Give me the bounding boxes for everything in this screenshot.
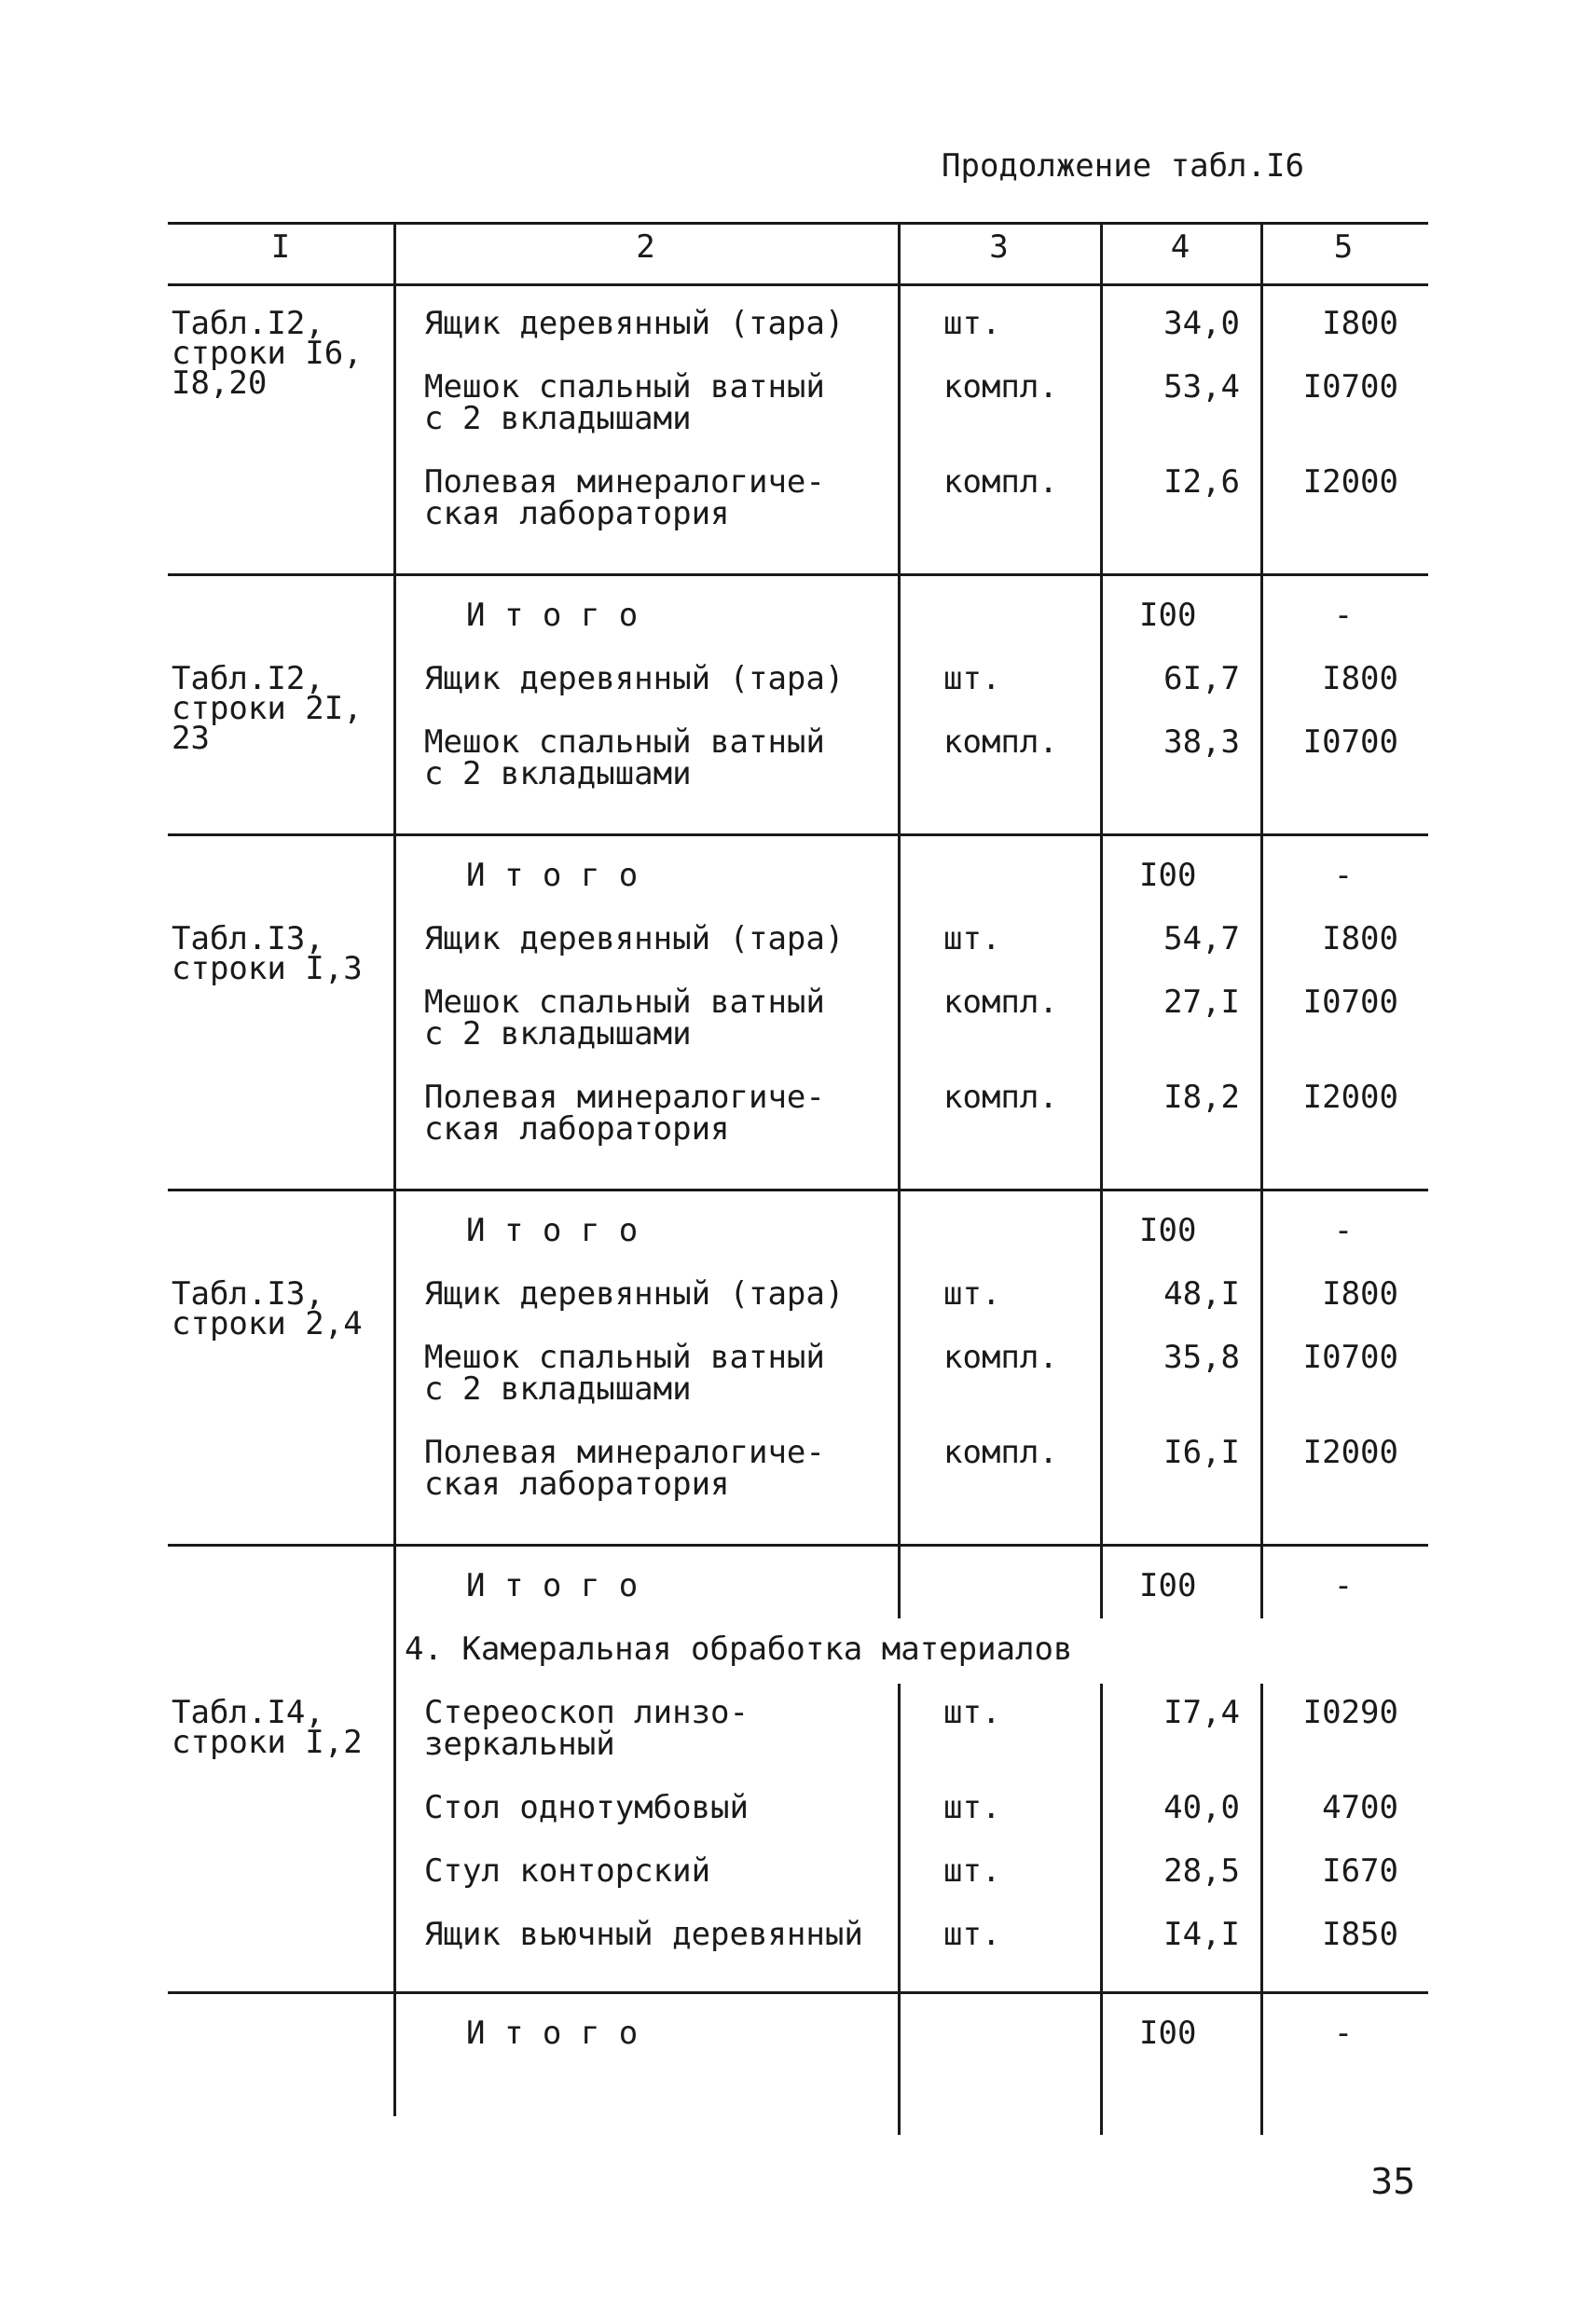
item-name: с 2 вкладышами — [424, 1015, 692, 1053]
reference-line: строки I6, — [172, 335, 363, 372]
item-unit: компл. — [943, 1339, 1058, 1376]
total-label: И т о г о — [466, 597, 639, 634]
item-price: I800 — [1322, 305, 1398, 342]
item-unit: шт. — [943, 1694, 1001, 1731]
total-price: - — [1333, 1567, 1354, 1604]
item-price: I800 — [1322, 1275, 1398, 1313]
column-header-5: 5 — [1333, 228, 1354, 266]
item-percent: 54,7 — [1163, 920, 1240, 957]
item-price: I2000 — [1302, 463, 1398, 501]
total-percent: I00 — [1139, 1212, 1197, 1249]
item-name: Стол однотумбовый — [424, 1789, 749, 1826]
item-name: ская лаборатория — [424, 495, 730, 532]
total-percent: I00 — [1139, 857, 1197, 894]
reference-line: I8,20 — [172, 365, 268, 402]
item-name: Мешок спальный ватный — [424, 1339, 825, 1376]
item-percent: 40,0 — [1163, 1789, 1240, 1826]
total-price: - — [1333, 857, 1354, 894]
section-rule — [168, 1544, 1428, 1547]
item-unit: компл. — [943, 984, 1058, 1021]
reference-line: строки I,2 — [172, 1724, 363, 1761]
total-percent: I00 — [1139, 2015, 1197, 2052]
item-percent: 28,5 — [1163, 1852, 1240, 1890]
column-divider-4b — [1260, 1684, 1263, 2135]
item-unit: шт. — [943, 660, 1001, 697]
column-header-3: 3 — [989, 228, 1009, 266]
item-name: ская лаборатория — [424, 1466, 730, 1503]
item-price: I0290 — [1302, 1694, 1398, 1731]
item-unit: шт. — [943, 1916, 1001, 1953]
item-percent: 38,3 — [1163, 723, 1240, 761]
item-name: Полевая минералогиче- — [424, 1434, 825, 1471]
section-rule — [168, 1189, 1428, 1191]
item-name: Ящик деревянный (тара) — [424, 1275, 845, 1313]
item-unit: компл. — [943, 1434, 1058, 1471]
reference-line: Табл.I4, — [172, 1694, 324, 1731]
item-percent: I8,2 — [1163, 1079, 1240, 1116]
item-price: 4700 — [1322, 1789, 1398, 1826]
reference-line: строки I,3 — [172, 950, 363, 987]
item-price: I670 — [1322, 1852, 1398, 1890]
item-percent: I2,6 — [1163, 463, 1240, 501]
item-name: Мешок спальный ватный — [424, 723, 825, 761]
column-divider-1 — [393, 222, 396, 2116]
reference-line: Табл.I3, — [172, 920, 324, 957]
item-name: Стереоскоп линзо- — [424, 1694, 749, 1731]
item-name: Ящик вьючный деревянный — [424, 1916, 863, 1953]
item-unit: шт. — [943, 305, 1001, 342]
item-name: Полевая минералогиче- — [424, 1079, 825, 1116]
item-name: Ящик деревянный (тара) — [424, 920, 845, 957]
column-header-2: 2 — [636, 228, 655, 266]
item-name: с 2 вкладышами — [424, 1370, 692, 1408]
item-unit: компл. — [943, 368, 1058, 406]
item-unit: шт. — [943, 1852, 1001, 1890]
item-percent: 48,I — [1163, 1275, 1240, 1313]
item-unit: шт. — [943, 1275, 1001, 1313]
item-name: зеркальный — [424, 1726, 615, 1763]
item-percent: I7,4 — [1163, 1694, 1240, 1731]
reference-line: строки 2,4 — [172, 1305, 363, 1342]
item-unit: шт. — [943, 920, 1001, 957]
item-percent: I4,I — [1163, 1916, 1240, 1953]
total-percent: I00 — [1139, 1567, 1197, 1604]
table-top-rule — [168, 222, 1428, 225]
item-unit: компл. — [943, 723, 1058, 761]
column-header-4: 4 — [1170, 228, 1190, 266]
section-rule — [168, 1991, 1428, 1994]
item-percent: 35,8 — [1163, 1339, 1240, 1376]
total-label: И т о г о — [466, 1567, 639, 1604]
column-divider-3b — [1100, 1684, 1103, 2135]
column-divider-3a — [1100, 222, 1103, 1618]
item-name: с 2 вкладышами — [424, 400, 692, 437]
reference-line: Табл.I3, — [172, 1275, 324, 1313]
item-name: Мешок спальный ватный — [424, 984, 825, 1021]
total-price: - — [1333, 2015, 1354, 2052]
item-price: I0700 — [1302, 1339, 1398, 1376]
item-percent: I6,I — [1163, 1434, 1240, 1471]
column-divider-2b — [898, 1684, 901, 2135]
item-name: Стул конторский — [424, 1852, 711, 1890]
item-price: I0700 — [1302, 984, 1398, 1021]
item-percent: 34,0 — [1163, 305, 1240, 342]
section-heading: 4. Камеральная обработка материалов — [405, 1631, 1073, 1668]
reference-line: строки 2I, — [172, 690, 363, 727]
total-price: - — [1333, 1212, 1354, 1249]
item-price: I800 — [1322, 920, 1398, 957]
item-unit: компл. — [943, 1079, 1058, 1116]
reference-line: 23 — [172, 720, 210, 757]
column-divider-2a — [898, 222, 901, 1618]
item-price: I2000 — [1302, 1434, 1398, 1471]
reference-line: Табл.I2, — [172, 305, 324, 342]
table-caption: Продолжение табл.I6 — [942, 147, 1304, 185]
column-divider-4a — [1260, 222, 1263, 1618]
section-rule — [168, 573, 1428, 576]
header-bottom-rule — [168, 283, 1428, 286]
item-name: Полевая минералогиче- — [424, 463, 825, 501]
total-percent: I00 — [1139, 597, 1197, 634]
page-number: 35 — [1370, 2161, 1416, 2202]
total-price: - — [1333, 597, 1354, 634]
item-name: Ящик деревянный (тара) — [424, 660, 845, 697]
item-name: Мешок спальный ватный — [424, 368, 825, 406]
item-price: I0700 — [1302, 723, 1398, 761]
item-price: I800 — [1322, 660, 1398, 697]
item-price: I850 — [1322, 1916, 1398, 1953]
section-rule — [168, 833, 1428, 836]
item-name: Ящик деревянный (тара) — [424, 305, 845, 342]
total-label: И т о г о — [466, 2015, 639, 2052]
total-label: И т о г о — [466, 1212, 639, 1249]
total-label: И т о г о — [466, 857, 639, 894]
item-price: I2000 — [1302, 1079, 1398, 1116]
item-price: I0700 — [1302, 368, 1398, 406]
item-name: ская лаборатория — [424, 1110, 730, 1148]
item-percent: 6I,7 — [1163, 660, 1240, 697]
item-unit: компл. — [943, 463, 1058, 501]
item-percent: 27,I — [1163, 984, 1240, 1021]
item-percent: 53,4 — [1163, 368, 1240, 406]
reference-line: Табл.I2, — [172, 660, 324, 697]
item-unit: шт. — [943, 1789, 1001, 1826]
item-name: с 2 вкладышами — [424, 755, 692, 792]
column-header-1: I — [270, 228, 291, 266]
